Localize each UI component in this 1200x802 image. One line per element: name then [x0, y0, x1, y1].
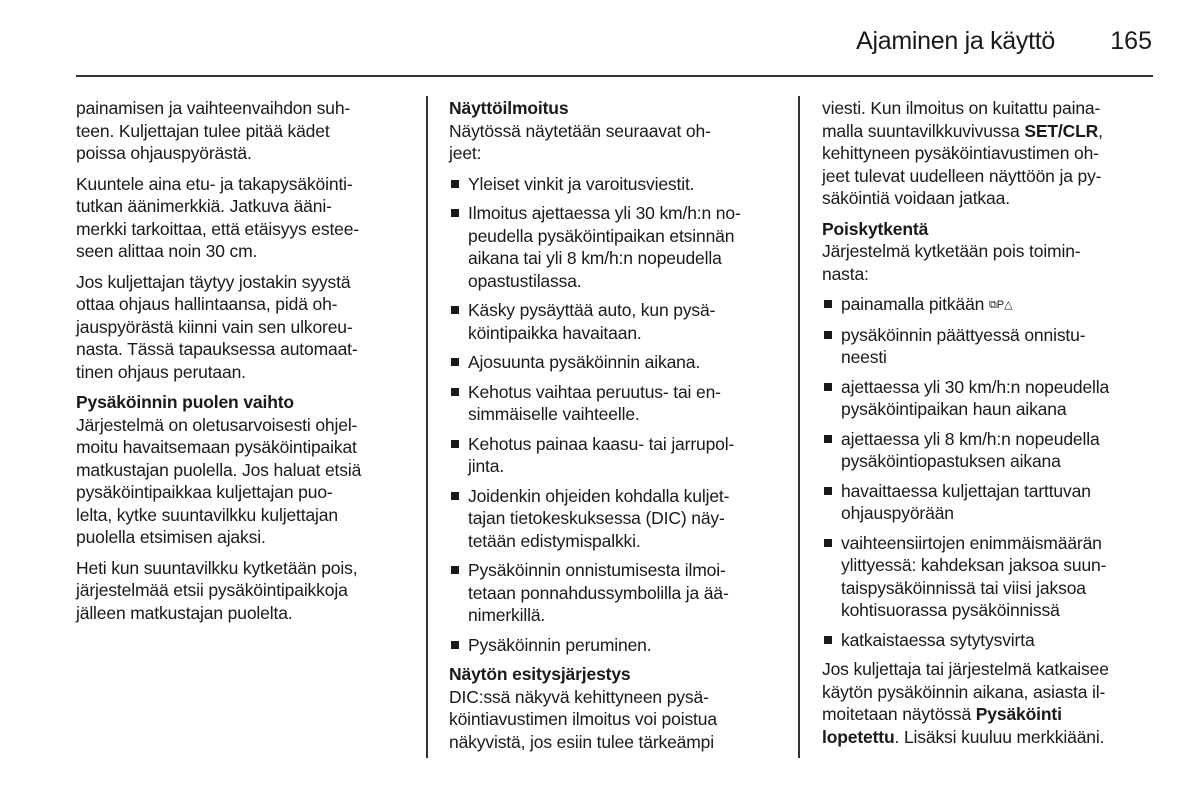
- bullet-square-icon: [824, 539, 832, 547]
- text-line: jinta.: [468, 456, 505, 476]
- column-divider-1: [426, 96, 428, 758]
- text-line: Kehotus painaa kaasu- tai jarrupol-: [468, 433, 735, 454]
- list-item: [449, 299, 789, 344]
- heading-display-message: Näyttöilmoitus: [449, 98, 569, 118]
- text-line: pysäköintipaikan haun aikana: [841, 399, 1067, 419]
- paragraph: [822, 240, 1162, 285]
- list-item: [449, 634, 789, 657]
- text-line: malla suuntavilkkuvivussa SET/CLR,: [822, 120, 1103, 141]
- text-line: teen. Kuljettajan tulee pitää kädet: [76, 120, 330, 141]
- bullet-square-icon: [451, 306, 459, 314]
- text-line: seen alittaa noin 30 cm.: [76, 241, 258, 261]
- bullet-square-icon: [451, 566, 459, 574]
- text-line: moitetaan näytössä Pysäköinti: [822, 704, 1062, 724]
- list-item: [449, 433, 789, 478]
- text-line: vaihteensiirtojen enimmäismäärän: [841, 532, 1102, 553]
- text-line: Näytössä näytetään seuraavat oh-: [449, 120, 711, 141]
- text-line: Kehotus vaihtaa peruutus- tai en-: [468, 381, 721, 402]
- text-line: merkki tarkoittaa, että etäisyys estee-: [76, 218, 360, 239]
- text-line: säköintiä voidaan jatkaa.: [822, 188, 1010, 208]
- list-item: [822, 376, 1162, 421]
- section-title: Ajaminen ja käyttö: [856, 27, 1055, 55]
- bullet-square-icon: [824, 435, 832, 443]
- text-line: jauspyörästä kiinni vain sen ulkoreu-: [76, 316, 353, 337]
- text-line: nasta. Tässä tapauksessa automaat-: [76, 339, 358, 359]
- text-line: jälleen matkustajan puolelta.: [76, 602, 293, 623]
- list-item: painamalla pitkään ⧉P△: [822, 293, 1162, 317]
- heading-display-order: Näytön esitysjärjestys: [449, 664, 631, 684]
- text-line: jeet:: [449, 143, 482, 163]
- text-line: Kuuntele aina etu- ja takapysäköinti-: [76, 173, 353, 194]
- text-line: aikana tai yli 8 km/h:n nopeudella: [468, 248, 722, 268]
- heading-parking-side: Pysäköinnin puolen vaihto: [76, 392, 294, 412]
- list-item: [449, 202, 789, 292]
- text-line: Heti kun suuntavilkku kytketään pois,: [76, 557, 358, 578]
- bullet-square-icon: [451, 388, 459, 396]
- text-line: ajettaessa yli 30 km/h:n nopeudella: [841, 376, 1110, 397]
- text-line: neesti: [841, 347, 887, 367]
- text-line: lopetettu. Lisäksi kuuluu merkkiääni.: [822, 726, 1105, 747]
- text-line: Pysäköinnin peruminen.: [468, 634, 652, 655]
- text-line: Järjestelmä kytketään pois toimin-: [822, 241, 1081, 261]
- text-line: katkaistaessa sytytysvirta: [841, 629, 1035, 650]
- list-item: [449, 559, 789, 627]
- text-line: ylittyessä: kahdeksan jaksoa suun-: [841, 555, 1107, 575]
- text-line: DIC:ssä näkyvä kehittyneen pysä-: [449, 686, 709, 707]
- text-line: viesti. Kun ilmoitus on kuitattu paina-: [822, 98, 1101, 118]
- bullet-square-icon: [451, 492, 459, 500]
- list-item: [449, 381, 789, 426]
- text-line: jeet tulevat uudelleen näyttöön ja py-: [822, 165, 1102, 186]
- list-item: [822, 532, 1162, 622]
- paragraph: [76, 414, 416, 549]
- text-line: tetään edistymispalkki.: [468, 530, 641, 551]
- text-line: pysäköintiopastuksen aikana: [841, 451, 1061, 471]
- list-item: [449, 173, 789, 196]
- list-item: [822, 324, 1162, 369]
- bullet-square-icon: [451, 440, 459, 448]
- parking-ended-label: Pysäköinti: [975, 704, 1062, 724]
- text-line: käytön pysäköinnin aikana, asiasta il-: [822, 681, 1106, 702]
- parking-ended-label-cont: lopetettu: [822, 726, 895, 747]
- text-line: Ilmoitus ajettaessa yli 30 km/h:n no-: [468, 203, 741, 223]
- text-line: Joidenkin ohjeiden kohdalla kuljet-: [468, 485, 730, 506]
- text-line: lelta, kytke suuntavilkku kuljettajan: [76, 504, 338, 525]
- text-line: nasta:: [822, 263, 869, 284]
- text-line: tutkan äänimerkkiä. Jatkuva ääni-: [76, 196, 332, 216]
- text-line: painamisen ja vaihteenvaihdon suh-: [76, 98, 351, 118]
- text-line: ohjauspyörään: [841, 503, 954, 523]
- list-item: [822, 428, 1162, 473]
- text-line: opastustilassa.: [468, 270, 582, 291]
- page-number: 165: [1110, 27, 1152, 55]
- text-line: Ajosuunta pysäköinnin aikana.: [468, 352, 701, 372]
- list-item: [449, 351, 789, 374]
- text-line: Järjestelmä on oletusarvoisesti ohjel-: [76, 414, 358, 435]
- text-line: näkyvistä, jos esiin tulee tärkeämpi: [449, 731, 715, 752]
- paragraph: [76, 271, 416, 384]
- text-line: Käsky pysäyttää auto, kun pysä-: [468, 300, 716, 320]
- paragraph: [822, 97, 1162, 210]
- text-line: Jos kuljettaja tai järjestelmä katkaisee: [822, 659, 1109, 679]
- text-line: kohtisuorassa pysäköinnissä: [841, 600, 1060, 620]
- text-line: ajettaessa yli 8 km/h:n nopeudella: [841, 428, 1100, 449]
- text-line: järjestelmää etsii pysäköintipaikkoja: [76, 580, 348, 600]
- text-line: puolella etsimisen ajaksi.: [76, 527, 266, 547]
- text-line: Yleiset vinkit ja varoitusviestit.: [468, 173, 695, 194]
- text-line: tinen ohjaus perutaan.: [76, 361, 246, 382]
- bullet-square-icon: [824, 331, 832, 339]
- text-line: poissa ohjauspyörästä.: [76, 143, 252, 163]
- text-line: moitu havaitsemaan pysäköintipaikat: [76, 437, 357, 457]
- paragraph: [449, 120, 789, 165]
- column-divider-2: [798, 96, 800, 758]
- text-line: kehittyneen pysäköintiavustimen oh-: [822, 143, 1099, 163]
- text-line: pysäköintipaikkaa kuljettajan puo-: [76, 482, 333, 502]
- paragraph: [76, 173, 416, 263]
- bullet-square-icon: [824, 636, 832, 644]
- text-line: Jos kuljettajan täytyy jostakin syystä: [76, 271, 351, 292]
- bullet-square-icon: [451, 641, 459, 649]
- list-item: [822, 480, 1162, 525]
- list-item: [822, 629, 1162, 652]
- column-2: [449, 97, 789, 761]
- text-line: havaittaessa kuljettajan tarttuvan: [841, 480, 1091, 501]
- text-line: taispysäköinnissä tai viisi jaksoa: [841, 577, 1086, 598]
- text-line: simmäiselle vaihteelle.: [468, 404, 640, 424]
- heading-deactivation: Poiskytkentä: [822, 218, 929, 239]
- text-line: Pysäköinnin onnistumisesta ilmoi-: [468, 560, 726, 580]
- bullet-square-icon: [824, 487, 832, 495]
- bullet-list: [822, 293, 1162, 651]
- bullet-list: [449, 173, 789, 657]
- list-item: [449, 485, 789, 553]
- text-line: tajan tietokeskuksessa (DIC) näy-: [468, 508, 725, 528]
- parking-assist-icon: ⧉P△: [988, 299, 1013, 311]
- text-line: peudella pysäköintipaikan etsinnän: [468, 225, 735, 246]
- text-line: nimerkillä.: [468, 605, 546, 625]
- bullet-square-icon: [824, 300, 832, 308]
- bullet-square-icon: [824, 383, 832, 391]
- column-1: [76, 97, 416, 632]
- paragraph: [822, 658, 1162, 748]
- text-line: köintiavustimen ilmoitus voi poistua: [449, 709, 717, 729]
- text-line: tetaan ponnahdussymbolilla ja ää-: [468, 582, 729, 603]
- text-line: matkustajan puolella. Jos haluat etsiä: [76, 459, 362, 480]
- paragraph: [76, 557, 416, 625]
- column-3: [822, 97, 1162, 756]
- text-line: pysäköinnin päättyessä onnistu-: [841, 324, 1086, 345]
- header-divider: [76, 75, 1153, 77]
- set-clr-label: SET/CLR: [1024, 120, 1099, 141]
- text-line: köintipaikka havaitaan.: [468, 322, 642, 343]
- paragraph: [76, 97, 416, 165]
- bullet-square-icon: [451, 209, 459, 217]
- paragraph: [449, 686, 789, 754]
- bullet-square-icon: [451, 358, 459, 366]
- bullet-square-icon: [451, 180, 459, 188]
- text-line: ottaa ohjaus hallintaansa, pidä oh-: [76, 294, 338, 314]
